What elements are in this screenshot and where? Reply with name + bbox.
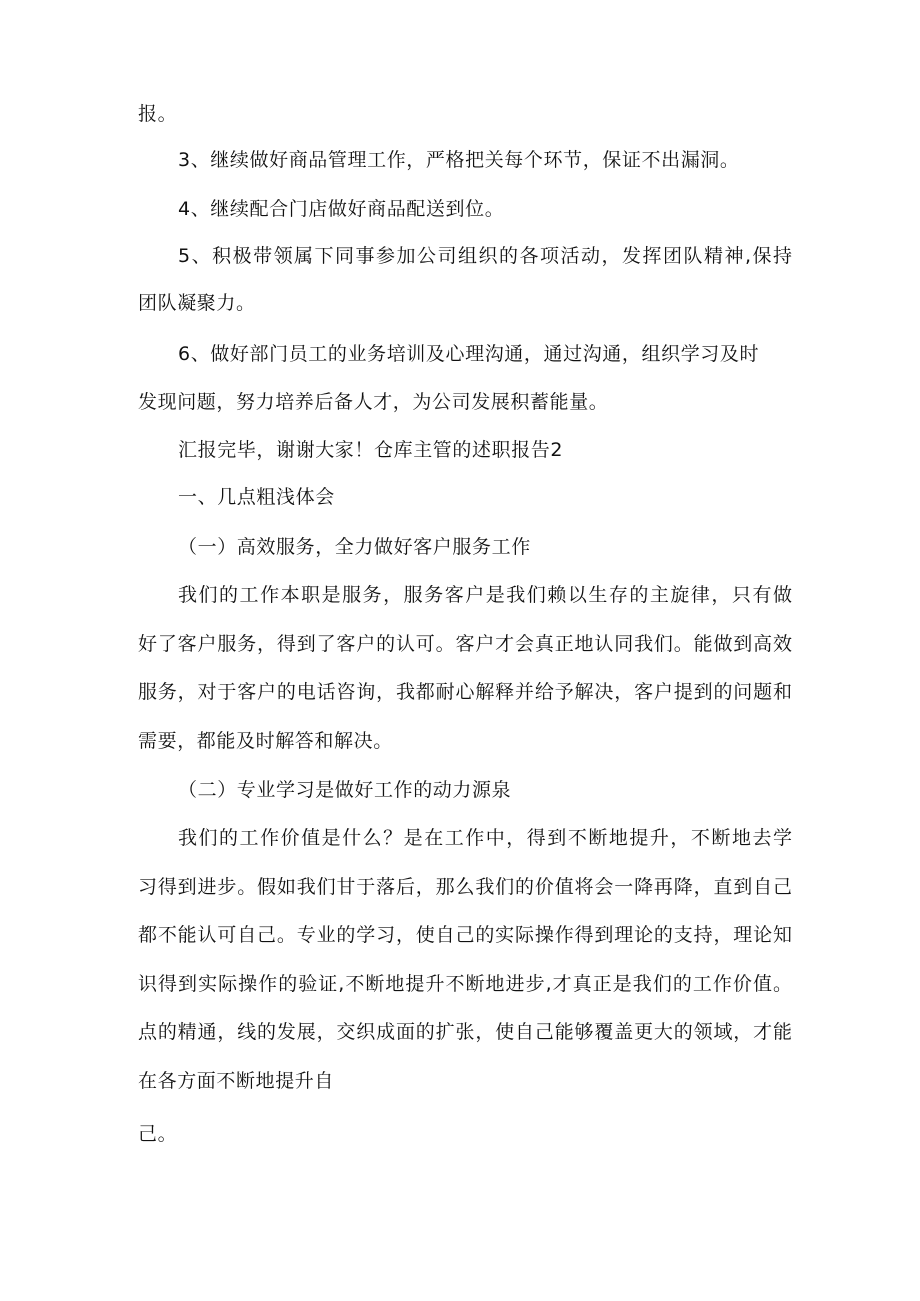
text-line: 在各方面不断地提升自 bbox=[138, 1070, 335, 1092]
text-line: 己。 bbox=[138, 1123, 178, 1145]
text-line: 3、继续做好商品管理工作，严格把关每个环节，保证不出漏洞。 bbox=[178, 149, 740, 171]
text-line: 团队凝聚力。 bbox=[138, 292, 256, 314]
text-line: 点的精通，线的发展，交织成面的扩张，使自己能够覆盖更大的领域，才能 bbox=[138, 1021, 792, 1043]
text-line: 识得到实际操作的验证,不断地提升不断地进步,才真正是我们的工作价值。 bbox=[138, 973, 792, 995]
text-line: 服务，对于客户的电话咨询，我都耐心解释并给予解决，客户提到的问题和 bbox=[138, 681, 792, 703]
text-line: 汇报完毕，谢谢大家！仓库主管的述职报告2 bbox=[178, 439, 564, 461]
text-line: 6、做好部门员工的业务培训及心理沟通，通过沟通，组织学习及时 bbox=[178, 343, 760, 365]
text-line: 5、积极带领属下同事参加公司组织的各项活动，发挥团队精神,保持 bbox=[178, 245, 792, 267]
text-line: 习得到进步。假如我们甘于落后，那么我们的价值将会一降再降，直到自己 bbox=[138, 876, 792, 898]
text-line: 好了客户服务，得到了客户的认可。客户才会真正地认同我们。能做到高效 bbox=[138, 633, 792, 655]
text-line: 发现问题，努力培养后备人才，为公司发展积蓄能量。 bbox=[138, 391, 609, 413]
text-line: 4、继续配合门店做好商品配送到位。 bbox=[178, 198, 505, 220]
text-line: 报。 bbox=[138, 103, 178, 125]
text-line: 需要，都能及时解答和解决。 bbox=[138, 730, 393, 752]
text-line: 我们的工作本职是服务，服务客户是我们赖以生存的主旋律，只有做 bbox=[178, 584, 792, 606]
text-line: 都不能认可自己。专业的学习，使自己的实际操作得到理论的支持，理论知 bbox=[138, 924, 792, 946]
subsection-heading: （一）高效服务，全力做好客户服务工作 bbox=[178, 536, 531, 558]
subsection-heading: （二）专业学习是做好工作的动力源泉 bbox=[178, 779, 512, 801]
section-heading: 一、几点粗浅体会 bbox=[178, 486, 335, 508]
text-line: 我们的工作价值是什么？是在工作中，得到不断地提升，不断地去学 bbox=[178, 827, 792, 849]
